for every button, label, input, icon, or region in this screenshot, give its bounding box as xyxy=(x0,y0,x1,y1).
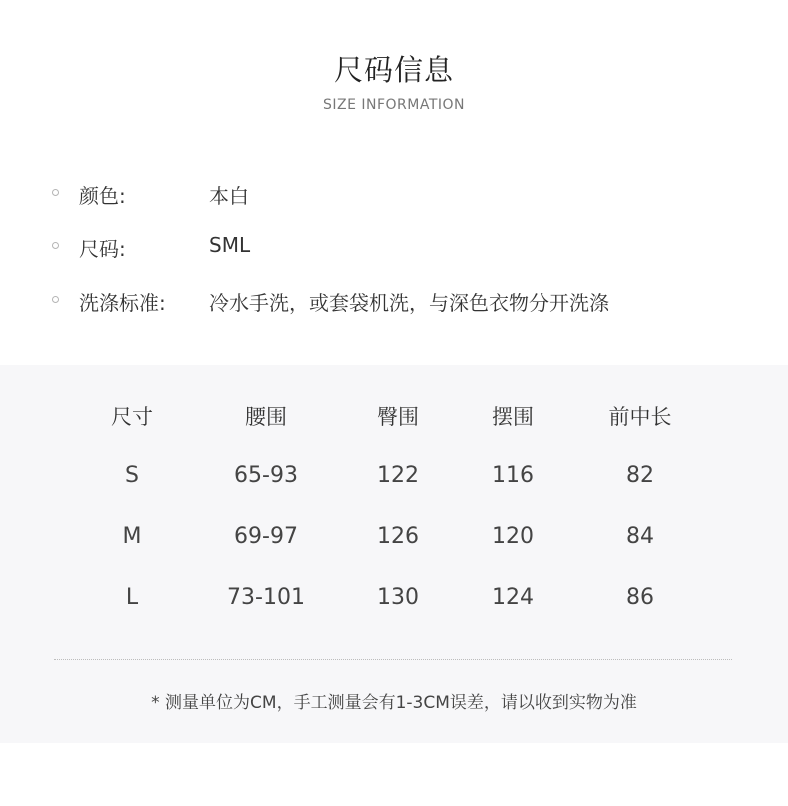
table-cell: 69-97 xyxy=(234,524,298,549)
table-cell: 82 xyxy=(626,463,654,488)
table-cell: L xyxy=(125,585,139,610)
table-cell: 120 xyxy=(492,524,534,549)
table-cell: 130 xyxy=(377,585,419,610)
info-value: 本白 xyxy=(209,184,249,208)
info-value: SML xyxy=(209,233,251,257)
table-cell: 86 xyxy=(626,585,654,610)
info-label: 洗涤标准: xyxy=(79,291,166,315)
info-row-washing xyxy=(52,287,752,317)
info-value: 冷水手洗，或套袋机洗，与深色衣物分开洗涤 xyxy=(209,291,609,315)
table-cell: 126 xyxy=(377,524,419,549)
table-header-cell: 腰围 xyxy=(245,405,287,429)
table-cell: 65-93 xyxy=(234,463,298,488)
table-cell: 116 xyxy=(492,463,534,488)
table-cell: S xyxy=(125,463,139,488)
table-cell: 84 xyxy=(626,524,654,549)
table-header-cell: 前中长 xyxy=(608,405,672,429)
measurement-note: * 测量单位为CM，手工测量会有1-3CM误差，请以收到实物为准 xyxy=(151,693,637,713)
table-cell: M xyxy=(122,524,142,549)
info-label: 尺码: xyxy=(79,237,126,261)
table-header-cell: 摆围 xyxy=(492,405,534,429)
info-label: 颜色: xyxy=(79,184,126,208)
dotted-divider xyxy=(54,659,732,660)
table-header-cell: 尺寸 xyxy=(111,405,153,429)
table-header-cell: 臀围 xyxy=(377,405,419,429)
info-row-size xyxy=(52,233,752,263)
bullet-circle-icon xyxy=(52,189,59,196)
table-cell: 122 xyxy=(377,463,419,488)
info-row-color xyxy=(52,180,752,210)
table-cell: 73-101 xyxy=(227,585,305,610)
table-cell: 124 xyxy=(492,585,534,610)
bullet-circle-icon xyxy=(52,296,59,303)
bullet-circle-icon xyxy=(52,242,59,249)
size-table xyxy=(0,365,788,743)
page-title: 尺码信息 xyxy=(333,53,454,87)
page-subtitle: SIZE INFORMATION xyxy=(322,97,466,113)
